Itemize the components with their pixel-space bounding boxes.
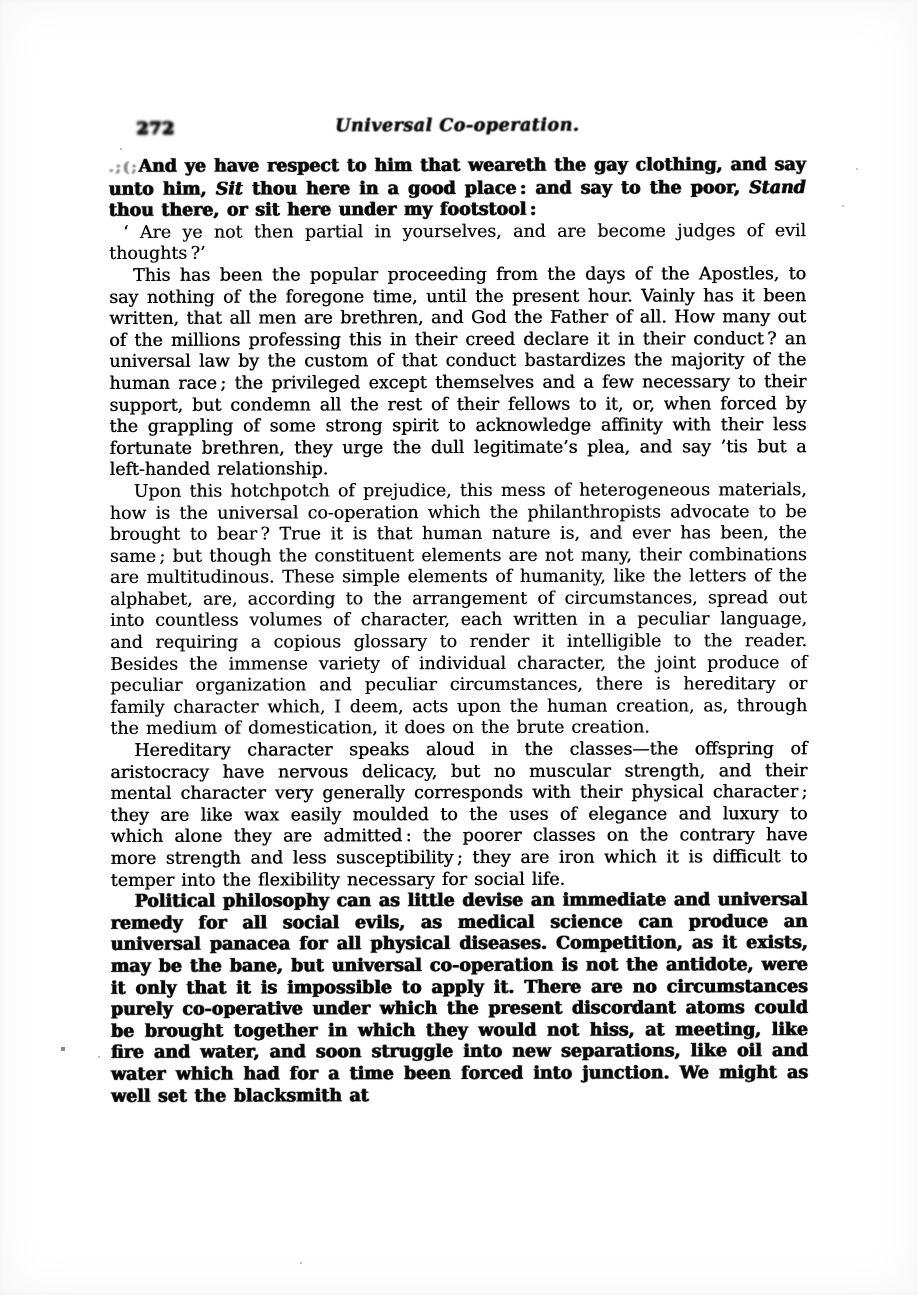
scripture-quote: [109, 155, 806, 223]
quote-segment: thou here in a good place : and say to the poor,: [243, 177, 750, 200]
paragraph-apostles: This has been the popular proceeding from the days of the Apostles, to say nothing of the foregone time, until the present hour. Vainly has it been written, that all men are brethren, and God the Father of all. How many out of the millions professing this in their creed declare it in their conduct ? an universal law by the custom of that conduct bastardizes the majority of the human race ; the privileged except themselves and a few necessary to their support, but condemn all the rest of their fellows to it, or, when forced by the grappling of some strong spirit to acknowledge affinity with their less fortunate brethren, they urge the dull legitimate’s plea, and say ’tis but a left-handed relationship.: [109, 264, 807, 481]
running-title: Universal Co-operation.: [335, 115, 580, 137]
quote-segment-italic: Stand: [749, 177, 806, 198]
scan-specks: [0, 0, 2, 2]
ink-smudge: .;(;: [108, 159, 139, 176]
quote-segment: thou there, or sit here under my footstool :: [108, 199, 537, 222]
paragraph-hotchpotch: Upon this hotchpotch of prejudice, this mess of heterogeneous materials, how is the universal co-operation which the philanthropists advocate to be brought to bear ? True it is that human nature is, and ever has been, the same ; but though the constituent elements are not many, their combinations are multitudinous. These simple elements of humanity, like the letters of the alphabet, are, according to the arrangement of circumstances, spread out into countless volumes of character, each written in a peculiar language, and requiring a copious glossary to render it intelligible to the reader. Besides the immense variety of individual character, the joint produce of peculiar organization and peculiar circumstances, there is hereditary or family character which, I deem, acts upon the human creation, as, through the medium of domestication, it does on the brute creation.: [109, 479, 808, 740]
scripture-quote-line2: ‘ Are ye not then partial in yourselves, and are become judges of evil thoughts ?’: [109, 220, 807, 265]
page-content: [109, 115, 809, 1108]
paragraph-political: Political philosophy can as little devise an immediate and universal remedy for all social evils, as medical science can produce an universal panacea for all physical diseases. Competition, as it exists, may be the bane, but universal co-operation is not the antidote, were it only that it is impossible to apply it. There are no circumstances purely co-operative under which the present discordant atoms could be brought together in which they would not hiss, at meeting, like fire and water, and soon struggle into new separations, like oil and water which had for a time been forced into junction. We might as well set the blacksmith at: [110, 890, 809, 1107]
page-header: [109, 115, 806, 147]
quote-segment-italic: Sit: [215, 179, 244, 200]
paragraph-hereditary: Hereditary character speaks aloud in the classes—the offspring of aristocracy have nervous delicacy, but no muscular strength, and their mental character very generally corresponds with their physical character ; they are like wax easily moulded to the uses of elegance and luxury to which alone they are admitted : the poorer classes on the contrary have more strength and less susceptibility ; they are iron which it is difficult to temper into the flexibility necessary for social life.: [110, 739, 808, 891]
page-number: 272: [136, 118, 176, 139]
quote-segment: And ye have respect to him that weareth the gay clothing, and say unto him,: [108, 155, 806, 200]
